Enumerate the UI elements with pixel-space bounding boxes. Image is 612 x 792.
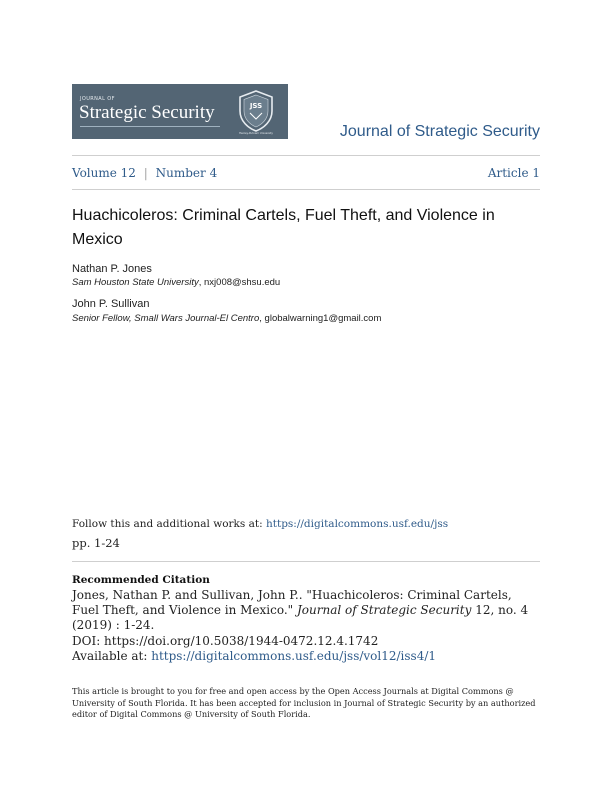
- logo-small-text: JOURNAL OF: [80, 96, 115, 102]
- author-affiliation: [72, 277, 280, 288]
- available-url-link[interactable]: https://digitalcommons.usf.edu/jss/vol12/iss4/1: [151, 648, 437, 663]
- meta-divider: [72, 189, 540, 190]
- seal-org-text: Henley-Putnam University: [239, 132, 273, 135]
- journal-title-link[interactable]: Journal of Strategic Security: [339, 123, 540, 140]
- citation-journal: Journal of Strategic Security: [297, 603, 472, 618]
- article-title: Huachicoleros: Criminal Cartels, Fuel Theft, and Violence in Mexico: [72, 207, 495, 248]
- citation-text: Jones, Nathan P. and Sullivan, John P.. "Huachicoleros: Criminal Cartels, Fuel Theft, and Violence in Mexico.": [72, 588, 512, 618]
- logo-divider: [80, 126, 220, 127]
- author-name: John P. Sullivan: [72, 298, 150, 310]
- meta-separator: |: [143, 166, 148, 180]
- affiliation-text: Senior Fellow, Small Wars Journal-El Centro: [72, 313, 260, 324]
- header-divider: [72, 155, 540, 156]
- logo-main-text: Strategic Security: [79, 102, 215, 123]
- follow-line: [72, 518, 448, 530]
- author-name: Nathan P. Jones: [72, 263, 152, 275]
- access-notice: This article is brought to you for free and open access by the Open Access Journals at Digital Commons @ University of South Florida. It has been accepted for inclusion in Journal of Strategic Security by an authorized editor of Digital Commons @ University of South Florida.: [72, 686, 536, 719]
- page-range: pp. 1-24: [72, 536, 120, 550]
- number-link[interactable]: Number 4: [155, 166, 218, 180]
- affiliation-text: Sam Houston State University: [72, 277, 199, 288]
- article-link[interactable]: Article 1: [487, 166, 540, 180]
- volume-number-line: [72, 166, 217, 180]
- author-affiliation: [72, 313, 381, 324]
- citation-issue: 12, no. 4 (2019) : 1-24.: [72, 603, 529, 633]
- citation-doi: DOI: https://doi.org/10.5038/1944-0472.12.4.1742: [72, 633, 379, 648]
- follow-label: Follow this and additional works at:: [72, 518, 266, 530]
- shield-seal-icon: [234, 89, 278, 135]
- available-label: Available at:: [72, 648, 152, 663]
- seal-text: JSS: [249, 102, 263, 110]
- follow-url-link[interactable]: https://digitalcommons.usf.edu/jss: [266, 518, 449, 530]
- journal-logo[interactable]: [72, 84, 288, 139]
- volume-link[interactable]: Volume 12: [72, 166, 136, 180]
- recommended-citation-body: [72, 588, 542, 664]
- author-email: , globalwarning1@gmail.com: [259, 313, 382, 324]
- citation-divider: [72, 561, 540, 562]
- recommended-citation-heading: Recommended Citation: [72, 574, 210, 586]
- author-email: , nxj008@shsu.edu: [198, 277, 281, 288]
